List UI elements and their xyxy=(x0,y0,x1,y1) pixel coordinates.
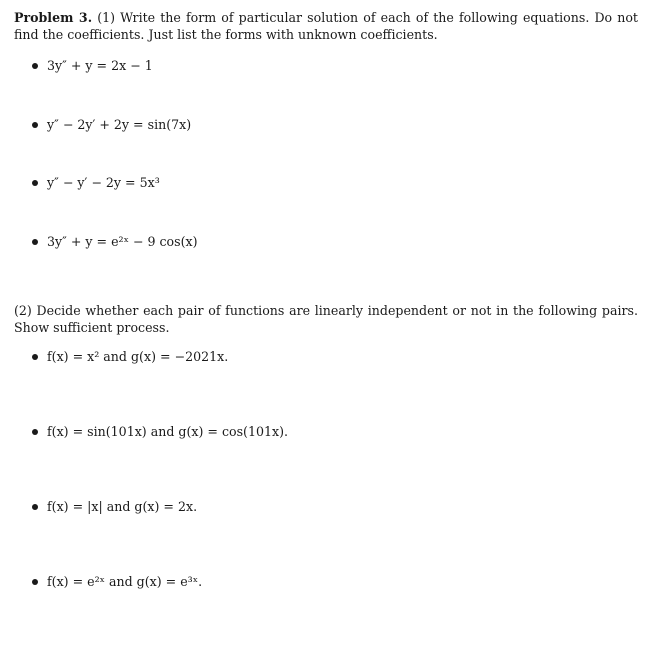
bullet-icon xyxy=(32,579,38,585)
part1-item-1 xyxy=(32,58,153,74)
part1-intro xyxy=(14,9,638,43)
part2-item-2 xyxy=(32,424,288,440)
equation: 3y″ + y = e²ˣ − 9 cos(x) xyxy=(47,234,198,249)
function-pair: f(x) = sin(101x) and g(x) = cos(101x). xyxy=(47,424,289,439)
part1-item-2 xyxy=(32,117,191,133)
function-pair: f(x) = x² and g(x) = −2021x. xyxy=(47,349,229,364)
bullet-icon xyxy=(32,180,38,186)
equation: 3y″ + y = 2x − 1 xyxy=(47,58,153,73)
part2-intro xyxy=(14,302,638,336)
part2-intro-text: (2) Decide whether each pair of functions are linearly independent or not in the following pairs. Show sufficient process. xyxy=(14,303,638,335)
part1-intro-text: (1) Write the form of particular solution of each of the following equations. Do not find the coefficients. Just list the forms with unknown coefficients. xyxy=(14,10,638,42)
equation: y″ − 2y′ + 2y = sin(7x) xyxy=(47,117,192,132)
equation: y″ − y′ − 2y = 5x³ xyxy=(47,175,160,190)
bullet-icon xyxy=(32,239,38,245)
bullet-icon xyxy=(32,122,38,128)
bullet-icon xyxy=(32,504,38,510)
bullet-icon xyxy=(32,429,38,435)
part2-item-1 xyxy=(32,349,228,365)
bullet-icon xyxy=(32,354,38,360)
function-pair: f(x) = e²ˣ and g(x) = e³ˣ. xyxy=(47,574,203,589)
part1-item-4 xyxy=(32,234,198,250)
part2-item-3 xyxy=(32,499,197,515)
part1-item-3 xyxy=(32,175,160,191)
function-pair: f(x) = |x| and g(x) = 2x. xyxy=(47,499,198,514)
bullet-icon xyxy=(32,63,38,69)
part2-item-4 xyxy=(32,574,202,590)
problem-heading: Problem 3. xyxy=(14,10,93,25)
